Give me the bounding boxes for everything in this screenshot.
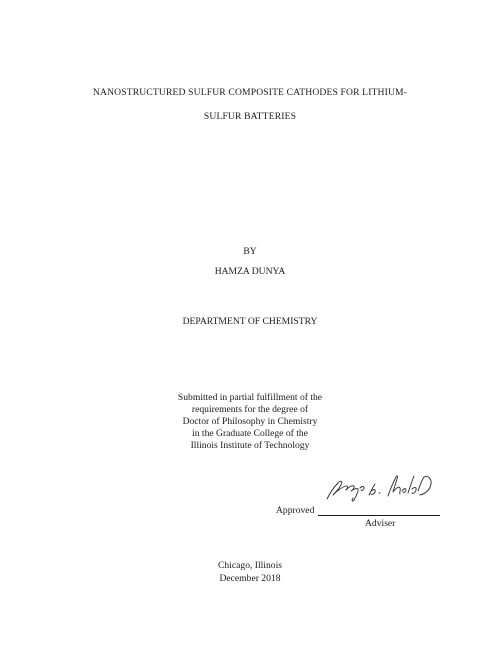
submission-date: December 2018 <box>219 573 281 584</box>
thesis-title-line-1: NANOSTRUCTURED SULFUR COMPOSITE CATHODES FOR LITHIUM- <box>92 87 408 98</box>
approved-label: Approved <box>276 505 315 516</box>
author-name: HAMZA DUNYA <box>214 266 286 277</box>
by-label: BY <box>243 246 257 257</box>
submission-line-4: in the Graduate College of the <box>192 428 308 439</box>
submission-line-5: Illinois Institute of Technology <box>190 440 310 451</box>
submission-line-1: Submitted in partial fulfillment of the <box>177 392 323 403</box>
submission-line-3: Doctor of Philosophy in Chemistry <box>182 416 318 427</box>
department-name: DEPARTMENT OF CHEMISTRY <box>182 316 318 327</box>
signature-line <box>318 515 440 516</box>
submission-line-2: requirements for the degree of <box>191 404 309 415</box>
adviser-signature <box>324 469 436 505</box>
location: Chicago, Illinois <box>218 560 282 571</box>
thesis-title-line-2: SULFUR BATTERIES <box>203 111 297 122</box>
adviser-label: Adviser <box>365 518 396 529</box>
